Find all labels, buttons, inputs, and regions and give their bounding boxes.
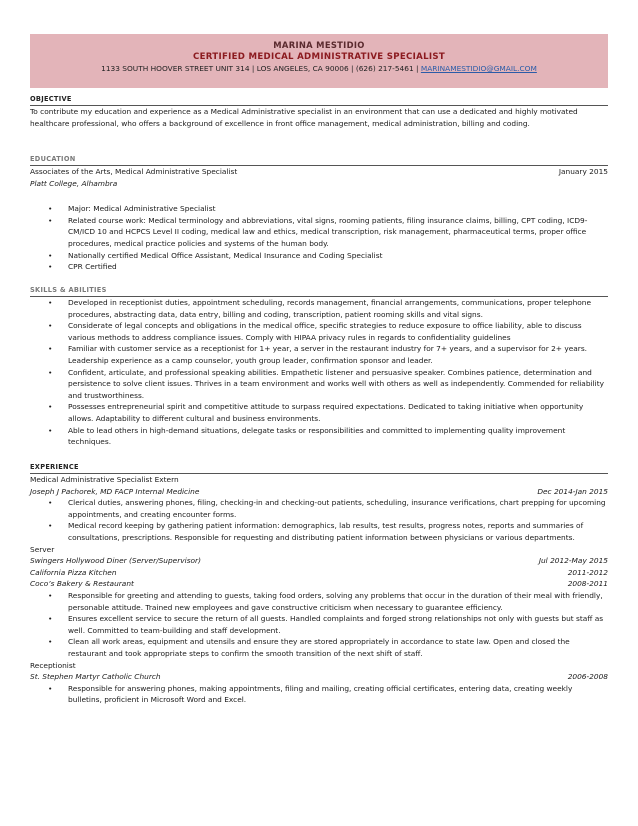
employer-row [30,555,608,567]
list-item: • Clerical duties, answering phones, filing, checking-in and checking-out patients, scheduling, insurance verifications, chart prepping for upcoming appointments, and creating encounter forms. [30,497,608,520]
education-school-row [30,178,608,190]
list-item: • Confident, articulate, and professional speaking abilities. Empathetic listener and persuasive speaker. Combines patience, determination and persistence to solve client issues. Thrives in a team environment and works well with others as well as independently. Commended for reliability and trustworthiness. [30,367,608,402]
job-title: Receptionist [30,660,76,670]
skills-section [30,286,608,448]
list-item: • Considerate of legal concepts and obligations in the medical office, specific strategies to reduce exposure to office liability, able to discuss various methods to address compliance issues. Comply with HIPAA privacy rules in regards to confidentiality guidelines [30,320,608,343]
employer-name: St. Stephen Martyr Catholic Church [30,672,161,682]
list-item: • Familiar with customer service as a receptionist for 1+ year, a server in the restaurant industry for 7+ years, and a supervisor for 2+ years. Leadership experience as a camp counselor, youth group leader, confirmation sponsor and leader. [30,343,608,366]
education-heading: EDUCATION [30,155,608,166]
employer-date: 2011-2012 [567,567,608,577]
employer-date: 2006-2008 [567,672,608,682]
employer-row [30,578,608,590]
employer-name: Joseph J Pachorek, MD FACP Internal Medicine [30,486,200,496]
education-date: January 2015 [558,167,608,176]
employer-row [30,486,608,498]
contact-email-link[interactable]: MARINAMESTIDIO@GMAIL.COM [420,64,537,73]
list-item: • Ensures excellent service to secure the return of all guests. Handled complaints and forged strong relationships not only with guests but staff as well. Committed to team-building and staff development. [30,613,608,636]
job-title: Medical Administrative Specialist Extern [30,475,179,484]
job-title-row [30,474,608,486]
list-item: • Major: Medical Administrative Specialist [30,203,608,215]
job-title-row [30,544,608,556]
experience-section [30,463,608,706]
candidate-title: CERTIFIED MEDICAL ADMINISTRATIVE SPECIALIST [193,52,445,62]
job-title-row [30,660,608,672]
list-item: • CPR Certified [30,261,608,273]
education-section [30,155,608,273]
objective-text: To contribute my education and experience as a Medical Administrative specialist in an environment that can use a dedicated and highly motivated healthcare professional, who offers a background of excellence in front office management, medical administration, billing and coding. [30,107,578,128]
skills-bullets [30,297,608,448]
skills-heading: SKILLS & ABILITIES [30,286,608,297]
list-item: • Related course work: Medical terminology and abbreviations, vital signs, rooming patients, filing insurance claims, billing, CPT coding, ICD9-CM/ICD 10 and HCPCS Level II coding, medical law and ethics, medical transcription, risk management, pharmaceutical terms, proper office procedures, medical practice policies and systems of the human body. [30,215,608,250]
job-bullets [30,497,608,543]
candidate-name: MARINA MESTIDIO [273,40,365,50]
list-item: • Nationally certified Medical Office Assistant, Medical Insurance and Coding Specialist [30,250,608,262]
job-entry [30,474,608,544]
employer-name: California Pizza Kitchen [30,567,117,577]
job-title: Server [30,544,55,554]
education-degree: Associates of the Arts, Medical Administrative Specialist [30,167,238,176]
job-bullets [30,590,608,660]
list-item: • Responsible for greeting and attending to guests, taking food orders, solving any problems that occur in the duration of their meal with friendly, personable attitude. Trained new employees and gave constructive criticism when necessary to guarantee efficiency. [30,590,608,613]
contact-line [30,63,608,75]
employer-name: Swingers Hollywood Diner (Server/Supervisor) [30,556,201,566]
education-school: Platt College, Alhambra [30,178,118,188]
education-bullets [30,203,608,273]
list-item: • Able to lead others in high-demand situations, delegate tasks or responsibilities and committed to implementing quality improvement techniques. [30,425,608,448]
experience-heading: EXPERIENCE [30,463,608,474]
list-item: • Clean all work areas, equipment and utensils and ensure they are stored appropriately in accordance to state law. Open and closed the restaurant and took appropriate steps to confirm the smooth transition of the next shift of staff. [30,636,608,659]
education-degree-row [30,166,608,178]
employer-row [30,671,608,683]
employer-date: 2008-2011 [567,579,608,589]
job-entry [30,544,608,660]
objective-section [30,95,608,129]
employer-date: Dec 2014-Jan 2015 [537,486,608,496]
job-entry [30,660,608,706]
contact-address: 1133 SOUTH HOOVER STREET UNIT 314 | LOS ANGELES, CA 90006 | (626) 217-5461 | [101,64,419,73]
job-bullets [30,683,608,706]
objective-heading: OBJECTIVE [30,95,608,106]
list-item: • Responsible for answering phones, making appointments, filing and mailing, creating official certificates, entering data, creating weekly bulletins, proficient in Microsoft Word and Excel. [30,683,608,706]
list-item: • Possesses entrepreneurial spirit and competitive attitude to surpass required expectations. Dedicated to taking initiative when opportunity allows. Adaptability to different cultural and business environments. [30,401,608,424]
list-item: • Developed in receptionist duties, appointment scheduling, records management, financial arrangements, communications, proper telephone procedures, abstracting data, data entry, billing and coding, transcription, patient rooming skills and vital signs. [30,297,608,320]
employer-row [30,567,608,579]
employer-date: Jul 2012-May 2015 [538,556,608,566]
list-item: • Medical record keeping by gathering patient information: demographics, lab results, test results, progress notes, reports and summaries of consultations, prescriptions. Responsible for requesting and distributing patient information between physicians or various departments. [30,520,608,543]
resume-header [30,34,608,88]
employer-name: Coco’s Bakery & Restaurant [30,579,134,589]
